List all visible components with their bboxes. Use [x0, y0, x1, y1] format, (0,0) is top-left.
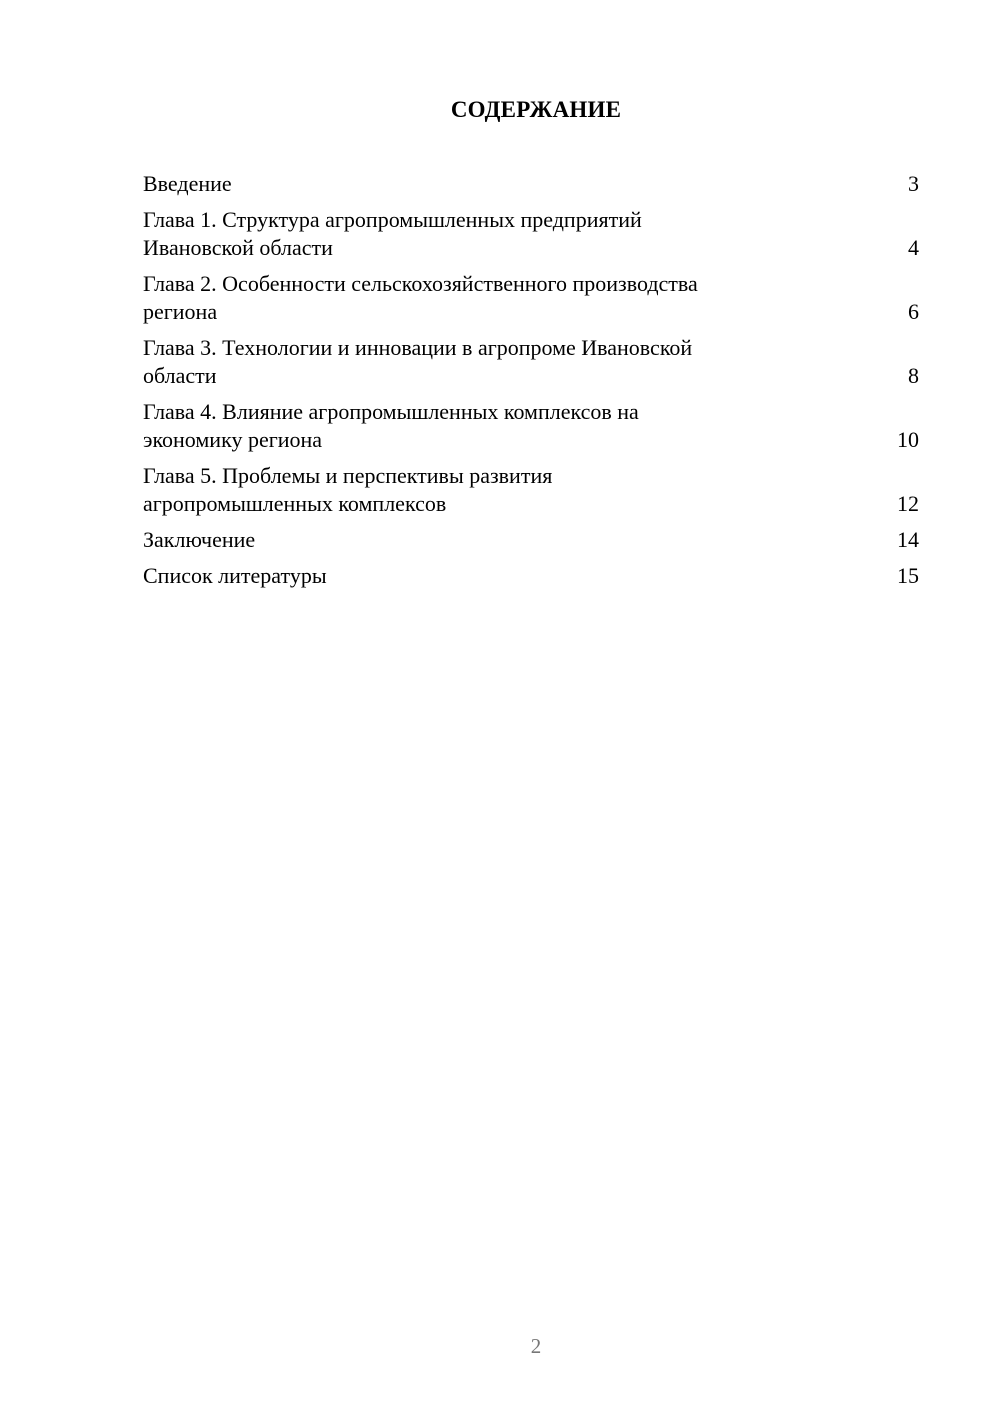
- toc-entry-title: Глава 5. Проблемы и перспективы развития агропромышленных комплексов: [143, 463, 553, 516]
- toc-entry-title: Заключение: [143, 527, 256, 552]
- toc-entry-chapter-2: [143, 270, 919, 326]
- toc-entry-conclusion: [143, 526, 919, 554]
- toc-entry-page: 10: [897, 427, 919, 452]
- toc-entry-page: 8: [908, 363, 919, 388]
- toc-entry-chapter-3: [143, 334, 919, 390]
- toc-entry-chapter-4: [143, 398, 919, 454]
- toc-entry-title: Введение: [143, 171, 232, 196]
- toc-entry-title: Список литературы: [143, 563, 327, 588]
- toc-entry-page: 6: [908, 299, 919, 324]
- toc-entry-bibliography: [143, 562, 919, 590]
- toc-entry-chapter-5: [143, 462, 919, 518]
- toc-entry-title: Глава 3. Технологии и инновации в агропроме Ивановской области: [143, 335, 693, 388]
- toc-entry-title: Глава 2. Особенности сельскохозяйственного производства региона: [143, 271, 698, 324]
- toc-entry-page: 14: [897, 527, 919, 552]
- toc-entry-page: 4: [908, 235, 919, 260]
- table-of-contents: [143, 170, 919, 598]
- toc-entry-page: 15: [897, 563, 919, 588]
- toc-entry-title: Глава 1. Структура агропромышленных предприятий Ивановской области: [143, 207, 642, 260]
- toc-entry-page: 12: [897, 491, 919, 516]
- toc-entry-introduction: [143, 170, 919, 198]
- page-number: 2: [530, 1334, 542, 1358]
- toc-entry-title: Глава 4. Влияние агропромышленных комплексов на экономику региона: [143, 399, 639, 452]
- toc-entry-chapter-1: [143, 206, 919, 262]
- toc-entry-page: 3: [908, 171, 919, 196]
- page-title: СОДЕРЖАНИЕ: [450, 97, 622, 122]
